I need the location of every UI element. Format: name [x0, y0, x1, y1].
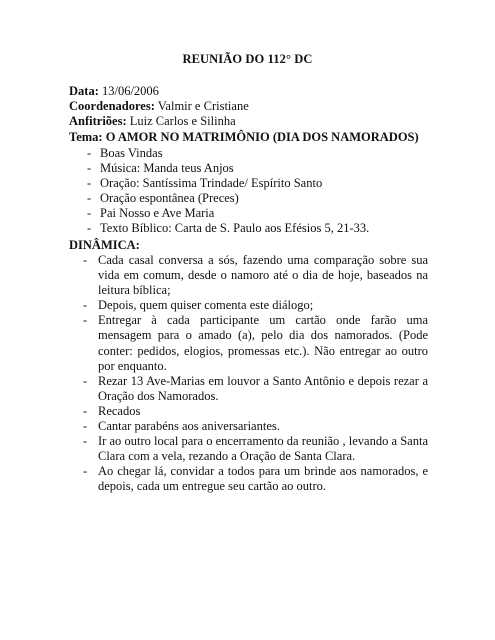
agenda-list — [87, 146, 447, 236]
theme-row — [69, 130, 469, 145]
document-title: REUNIÃO DO 112° DC — [182, 52, 313, 66]
dynamic-item: - Ir ao outro local para o encerramento da reunião , levando a Santa Clara com a vela, rezando a Oração de Santa Clara. — [83, 434, 428, 464]
meeting-info — [69, 84, 469, 145]
date-value: 13/06/2006 — [98, 84, 159, 98]
agenda-item: - Oração espontânea (Preces) — [87, 191, 447, 206]
hosts-value: Luiz Carlos e Silinha — [126, 114, 236, 129]
agenda-item: - Pai Nosso e Ave Maria — [87, 206, 447, 221]
date-row — [69, 84, 469, 99]
dynamic-item: - Rezar 13 Ave-Marias em louvor a Santo Antônio e depois rezar a Oração dos Namorados. — [83, 374, 428, 404]
agenda-item: - Texto Bíblico: Carta de S. Paulo aos Efésios 5, 21-33. — [87, 221, 447, 236]
dynamic-item: - Depois, quem quiser comenta este diálogo; — [83, 298, 428, 313]
agenda-item: - Música: Manda teus Anjos — [87, 161, 447, 176]
dynamic-item: - Cada casal conversa a sós, fazendo uma comparação sobre sua vida em comum, desde o namoro até o dia de hoje, baseados na leitura bíblica; — [83, 253, 428, 298]
dynamic-heading: DINÂMICA: — [69, 238, 140, 252]
coordinators-row — [69, 99, 469, 114]
dynamic-list — [83, 253, 428, 495]
agenda-item: - Oração: Santíssima Trindade/ Espírito Santo — [87, 176, 447, 191]
hosts-row — [69, 114, 469, 129]
coordinators-label: Coordenadores: — [69, 99, 155, 114]
agenda-item: - Boas Vindas — [87, 146, 447, 161]
hosts-label: Anfitriões: — [69, 114, 127, 129]
dynamic-item: - Recados — [83, 404, 428, 419]
theme-value: O AMOR NO MATRIMÔNIO (DIA DOS NAMORADOS) — [102, 129, 419, 144]
theme-label: Tema: — [69, 129, 103, 144]
dynamic-item: - Entregar à cada participante um cartão onde farão uma mensagem para o amado (a), pelo dia dos namorados. (Pode conter: pedidos, elogios, promessas etc.). Não entregar ao outro por enquanto. — [83, 313, 428, 373]
date-label: Data: — [69, 84, 99, 98]
dynamic-item: - Ao chegar lá, convidar a todos para um brinde aos namorados, e depois, cada um entregue seu cartão ao outro. — [83, 464, 428, 494]
dynamic-item: - Cantar parabéns aos aniversariantes. — [83, 419, 428, 434]
coordinators-value: Valmir e Cristiane — [154, 99, 249, 114]
